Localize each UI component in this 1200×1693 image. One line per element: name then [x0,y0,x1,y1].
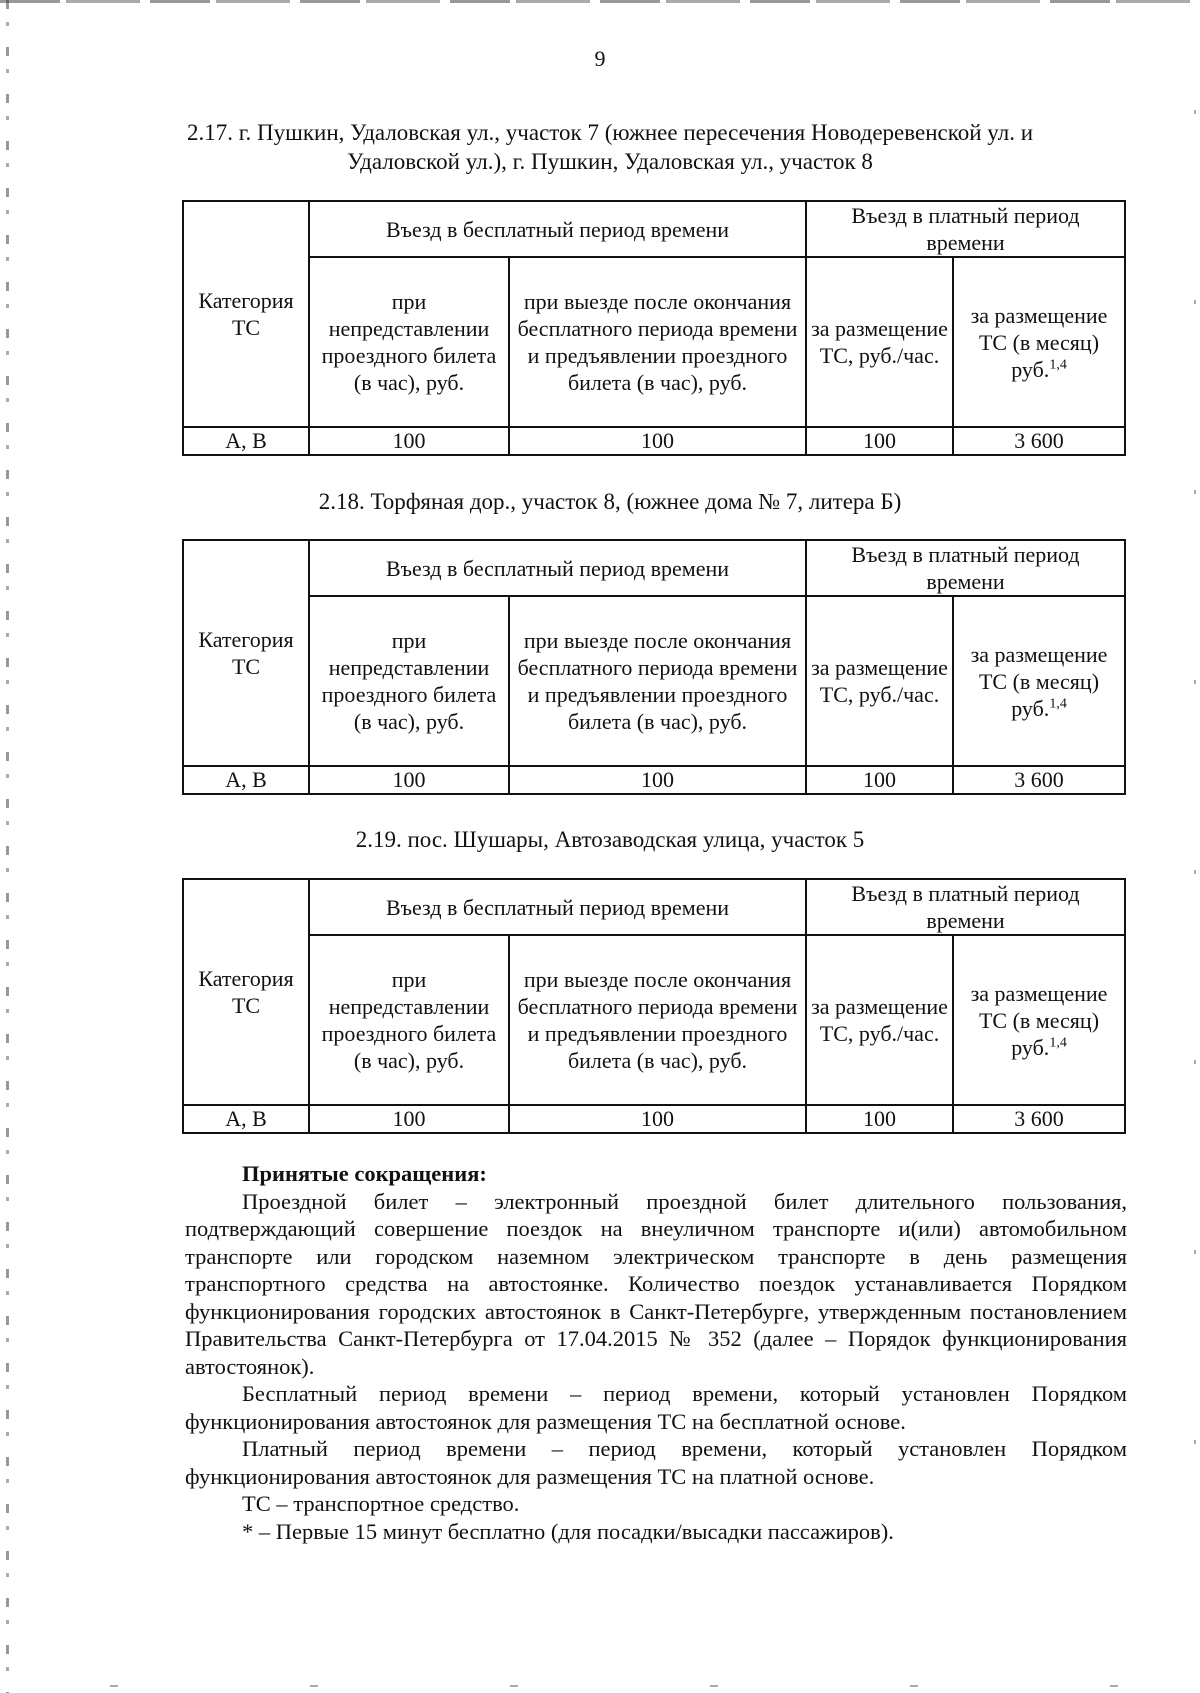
header-monthly [953,257,1125,427]
header-after-free: при выезде после окончания бесплатного периода времени и предъявлении проездного билета (в час), руб. [509,257,806,427]
header-paid-period: Въезд в платный период времени [806,540,1125,596]
header-monthly [953,596,1125,766]
header-hourly: за размещение ТС, руб./час. [806,596,953,766]
header-monthly-label: за размещение ТС (в месяц) руб. [970,641,1108,721]
abbreviations-heading: Принятые сокращения: [242,1161,487,1186]
header-category: Категория ТС [183,540,309,766]
section-title-2-17 [150,118,1070,176]
table-row [183,1105,1125,1133]
page-number: 9 [594,46,606,71]
abbreviation-footnote-star: * – Первые 15 минут бесплатно (для посадки/высадки пассажиров). [242,1518,894,1544]
header-free-period: Въезд в бесплатный период времени [309,201,806,257]
cell-hourly: 100 [806,766,953,794]
cell-monthly: 3 600 [953,427,1125,455]
section-title-line: 2.19. пос. Шушары, Автозаводская улица, участок 5 [355,827,865,852]
scan-edge-top [0,0,1200,3]
cell-hourly: 100 [806,427,953,455]
header-monthly-footnote: 1,4 [1049,357,1067,373]
cell-hourly: 100 [806,1105,953,1133]
cell-after-free: 100 [509,427,806,455]
header-free-period: Въезд в бесплатный период времени [309,879,806,935]
abbreviation-ticket: Проездной билет – электронный проездной билет длительного пользования, подтверждающий совершение поездок на внеуличном транспорте и(или) автомобильном транспорте или городском наземном электрическом транспорте в день размещения транспортного средства на автостоянке. Количество поездок устанавливается Порядком функционирования городских автостоянок в Санкт-Петербурге, утвержденным постановлением Правительства Санкт-Петербурга от 17.04.2015 № 352 (далее – Порядок функционирования автостоянок). [185,1188,1127,1379]
tariff-table-2-18 [182,539,1126,795]
header-monthly-label: за размещение ТС (в месяц) руб. [970,302,1108,382]
abbreviation-paid-period: Платный период времени – период времени, который установлен Порядком функционирования автостоянок для размещения ТС на платной основе. [185,1436,1127,1489]
header-monthly-footnote: 1,4 [1049,696,1067,712]
table-row [183,427,1125,455]
table-row [183,766,1125,794]
section-title-2-18 [150,487,1070,516]
tariff-table-2-17 [182,200,1126,456]
cell-after-free: 100 [509,1105,806,1133]
cell-monthly: 3 600 [953,766,1125,794]
tariff-table-2-19 [182,878,1126,1134]
header-after-free: при выезде после окончания бесплатного периода времени и предъявлении проездного билета (в час), руб. [509,935,806,1105]
header-paid-period: Въезд в платный период времени [806,879,1125,935]
header-hourly: за размещение ТС, руб./час. [806,935,953,1105]
header-category: Категория ТС [183,201,309,427]
section-title-line: 2.17. г. Пушкин, Удаловская ул., участок 7 (южнее пересечения Новодеревенской ул. и [186,120,1034,145]
header-monthly-footnote: 1,4 [1049,1035,1067,1051]
header-free-period: Въезд в бесплатный период времени [309,540,806,596]
header-no-ticket: при непредставлении проездного билета (в час), руб. [309,596,509,766]
scan-edge-right [1194,40,1196,1540]
header-after-free: при выезде после окончания бесплатного периода времени и предъявлении проездного билета (в час), руб. [509,596,806,766]
scan-edge-left [6,0,9,1693]
scan-edge-bottom [0,1685,1200,1687]
header-no-ticket: при непредставлении проездного билета (в час), руб. [309,935,509,1105]
header-paid-period: Въезд в платный период времени [806,201,1125,257]
header-hourly: за размещение ТС, руб./час. [806,257,953,427]
cell-no-ticket: 100 [309,1105,509,1133]
cell-no-ticket: 100 [309,766,509,794]
cell-monthly: 3 600 [953,1105,1125,1133]
section-title-line: Удаловской ул.), г. Пушкин, Удаловская ул., участок 8 [347,149,873,174]
abbreviations-block [185,1160,1127,1545]
abbreviation-vehicle: ТС – транспортное средство. [242,1491,520,1516]
section-title-2-19 [150,825,1070,854]
cell-category: А, В [183,1105,309,1133]
header-no-ticket: при непредставлении проездного билета (в час), руб. [309,257,509,427]
header-monthly [953,935,1125,1105]
cell-category: А, В [183,766,309,794]
section-title-line: 2.18. Торфяная дор., участок 8, (южнее дома № 7, литера Б) [318,489,902,514]
header-monthly-label: за размещение ТС (в месяц) руб. [970,980,1108,1060]
abbreviation-free-period: Бесплатный период времени – период времени, который установлен Порядком функционирования автостоянок для размещения ТС на бесплатной основе. [185,1381,1127,1434]
cell-after-free: 100 [509,766,806,794]
header-category: Категория ТС [183,879,309,1105]
cell-category: А, В [183,427,309,455]
cell-no-ticket: 100 [309,427,509,455]
